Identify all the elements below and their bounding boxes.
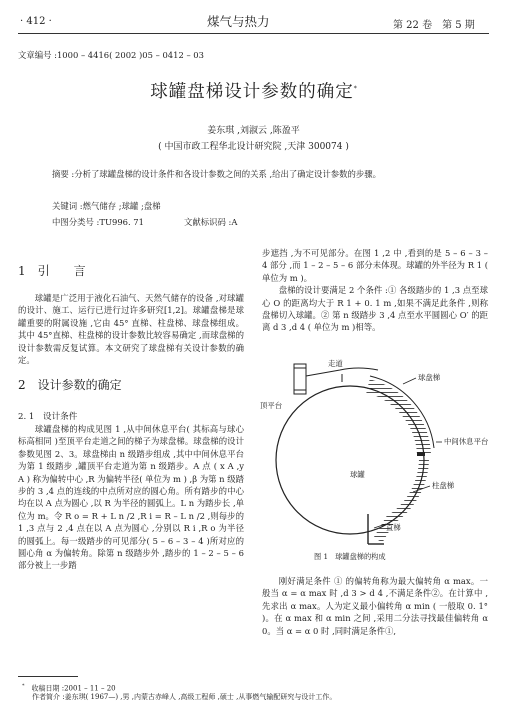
label-straight-stair: 直梯 [386,523,401,532]
mid-platform [417,452,425,456]
right-column-top [262,247,488,334]
section-2-1-heading: 2. 1 设计条件 [18,412,78,422]
section-2-heading: 2 设计参数的确定 [18,378,122,392]
right-column-bottom [262,575,488,637]
label-mid-platform: 中间休息平台 [444,437,489,446]
figure-1-drawing [258,359,494,550]
label-top-platform: 顶平台 [260,401,283,410]
authors: 姜东琪 ,刘淑云 ,陈盈平 [207,126,300,136]
volume-issue: 第 22 卷 第 5 期 [393,20,475,31]
paper-title: 球罐盘梯设计参数的确定 [150,82,354,102]
page-number: · 412 · [20,16,52,27]
label-tank: 球罐 [350,470,365,479]
document-code: 文献标识码 :A [184,217,238,227]
label-sphere-stair: 球盘梯 [418,373,441,382]
section-1-paragraph: 球罐是广泛用于液化石油气、天然气储存的设备 ,对球罐的设计、施工、运行已进行过许多研究[1,2]。球罐盘梯是球罐重要的附属设施 ,它由 45° 直梯、柱盘梯、球盘梯组成。其中 45°直梯、柱盘梯的设计参数比较容易确定 ,而球盘梯的设计参数需反复试算。本文研究了球盘梯有关设计参数的确定。 [18,293,244,366]
figure-1 [258,359,494,550]
column-stair [378,459,424,540]
received-date-text: 收稿日期 :2001 – 11 – 20 [31,684,116,693]
label-column-stair: 柱盘梯 [432,481,455,490]
section-1-heading: 1 引 言 [18,264,86,278]
journal-name: 煤气与热力 [207,14,270,29]
right-para-1: 步遮挡 ,为不可见部分。在图 1 ,2 中 ,看到的是 5 – 6 – 3 – 4 部分 ,而 1 – 2 – 5 – 6 部分未体现。球罐的外半径为 R 1 ( 单位为 m )。 [262,248,488,283]
right-para-2: 盘梯的设计要满足 2 个条件 :① 各级踏步的 1 ,3 点至球心 O 的距离均大于 R 1 + 0. 1 m ,如果不满足此条件 ,则称盘梯切入球罐。② 第 n 级踏步 3 ,4 点至水平圆圆心 O′ 的距离 d 3 ,d 4 ( 单位为 m )相等。 [262,285,488,333]
article-id: 文章编号 :1000 – 4416( 2002 )05 – 0412 – 03 [18,50,204,60]
keywords: 关键词 :燃气储存 ;球罐 ;盘梯 [52,201,161,211]
title-block [0,78,507,103]
right-para-3: 刚好满足条件 ① 的偏转角称为最大偏转角 α max。一般当 α = α max 时 ,d 3 > d 4 ,不满足条件②。在计算中 ,先求出 α max。人为定义最小偏转角 α min ( 一般取 0. 1° )。在 α max 和 α min 之间 ,采用二分法寻找最佳偏转角 α 0。当 α = α 0 时 ,同时满足条件①, [262,576,488,636]
received-date: * 收稿日期 :2001 – 11 – 20 [22,683,116,693]
top-platform [294,364,306,394]
footnote-rule [18,676,78,677]
abstract: 摘要 :分析了球罐盘梯的设计条件和各设计参数之间的关系 ,给出了确定设计参数的步骤。 [52,169,382,179]
figure-1-caption: 图 1 球罐盘梯的构成 [314,552,386,561]
title-footnote-mark: * [353,85,357,93]
clc-number: 中图分类号 :TU996. 71 [52,217,144,227]
affiliation: ( 中国市政工程华北设计研究院 ,天津 300074 ) [158,142,349,152]
label-walkway: 走道 [328,359,343,368]
author-note: 作者简介 :姜东琪( 1967—) ,男 ,内蒙古赤峰人 ,高级工程师 ,硕士 ,从事燃气输配研究与设计工作。 [32,693,337,701]
header-rule [18,33,489,34]
sphere-stair [368,386,424,454]
section-2-1-body [18,423,244,572]
section-2-1-paragraph: 球罐盘梯的构成见图 1 ,从中间休息平台( 其标高与球心标高相同 )至顶平台走道之间的梯子为球盘梯。球盘梯的设计参数见图 2、3。球盘梯由 n 级踏步组成 ,其中中间休息平台为第 1 级踏步 ,罐顶平台走道为第 n 级踏步。A 点 ( x A ,y A ) 称为偏转中心 ,R 为偏转半径( 单位为 m ) ,β 为第 n 级踏步的 3 ,4 点的连线的中点所对应的圆心角。所有踏步的中心均在以 A 点为圆心 ,以 R 为半径的圆弧上。L n 为踏步长 ,单位为 m。令 R o = R + L n /2 ,R i = R – L n /2 ,则每步的 1 ,3 点与 2 ,4 点在以 A 点为圆心 ,分别以 R i ,R o 为半径的圆弧上。每一级踏步的可见部分( 5 – 6 – 3 – 4 )所对应的圆心角 α 为偏转角。除第 n 级踏步外 ,踏步的 1 – 2 – 5 – 6 部分被上一步踏 [18,424,244,571]
section-1-body [18,292,244,366]
